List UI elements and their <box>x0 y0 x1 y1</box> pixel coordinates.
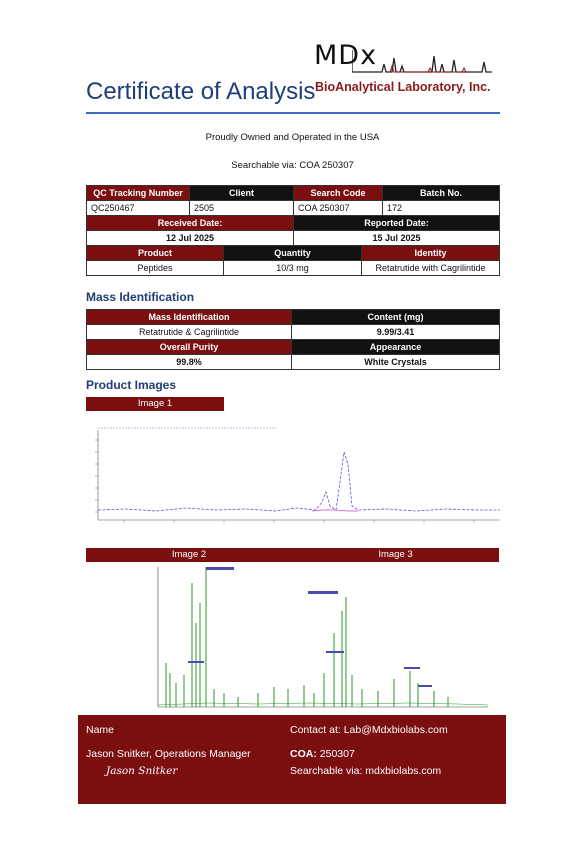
page-title: Certificate of Analysis <box>86 78 316 105</box>
header-appearance: Appearance <box>292 340 500 355</box>
client-value: 2505 <box>190 201 294 216</box>
reported-date-value: 15 Jul 2025 <box>294 231 500 246</box>
footer-coa <box>290 748 355 760</box>
received-date-value: 12 Jul 2025 <box>87 231 294 246</box>
batch-no-value: 172 <box>383 201 500 216</box>
footer <box>78 715 506 804</box>
searchable-code: Searchable via: COA 250307 <box>231 160 354 171</box>
section-mass-identification: Mass Identification <box>86 290 195 304</box>
header-product: Product <box>87 246 224 261</box>
title-divider <box>86 112 500 114</box>
header-client: Client <box>190 186 294 201</box>
identity-value: Retatrutide with Cagrilintide <box>362 261 500 276</box>
footer-coa-value: 250307 <box>319 748 355 760</box>
image2-label: Image 2 <box>86 548 292 562</box>
search-code-value: COA 250307 <box>294 201 383 216</box>
qc-tracking-value: QC250467 <box>87 201 190 216</box>
footer-searchable: Searchable via: mdxbiolabs.com <box>290 765 442 777</box>
purity-value: 99.8% <box>87 355 292 370</box>
footer-coa-label: COA: <box>290 748 317 760</box>
header-content: Content (mg) <box>292 310 500 325</box>
tagline: Proudly Owned and Operated in the USA <box>205 132 380 143</box>
header-search-code: Search Code <box>294 186 383 201</box>
product-table <box>86 245 500 276</box>
mass-id-value: Retatrutide & Cagrilintide <box>87 325 292 340</box>
received-date-label: Received Date: <box>87 216 294 231</box>
logo-peaks-icon <box>352 46 492 74</box>
appearance-value: White Crystals <box>292 355 500 370</box>
signature: Jason Snitker <box>106 765 178 777</box>
mass-spectrum-image <box>148 563 500 715</box>
content-value: 9.99/3.41 <box>292 325 500 340</box>
image3-label: Image 3 <box>292 548 499 562</box>
quantity-value: 10/3 mg <box>224 261 362 276</box>
mass-table <box>86 309 500 370</box>
info-table <box>86 185 500 246</box>
header-quantity: Quantity <box>224 246 362 261</box>
reported-date-label: Reported Date: <box>294 216 500 231</box>
header-overall-purity: Overall Purity <box>87 340 292 355</box>
footer-name-label: Name <box>86 724 115 736</box>
footer-person: Jason Snitker, Operations Manager <box>86 748 251 760</box>
logo-text: MDx <box>314 40 378 71</box>
footer-contact: Contact at: Lab@Mdxbiolabs.com <box>290 724 448 736</box>
header-qc-tracking: QC Tracking Number <box>87 186 190 201</box>
chromatogram-image <box>86 422 506 532</box>
header-mass-identification: Mass Identification <box>87 310 292 325</box>
header-batch-no: Batch No. <box>383 186 500 201</box>
product-value: Peptides <box>87 261 224 276</box>
logo-subtitle: BioAnalytical Laboratory, Inc. <box>315 80 491 94</box>
section-product-images: Product Images <box>86 378 177 392</box>
image1-label: Image 1 <box>86 397 224 411</box>
header-identity: Identity <box>362 246 500 261</box>
